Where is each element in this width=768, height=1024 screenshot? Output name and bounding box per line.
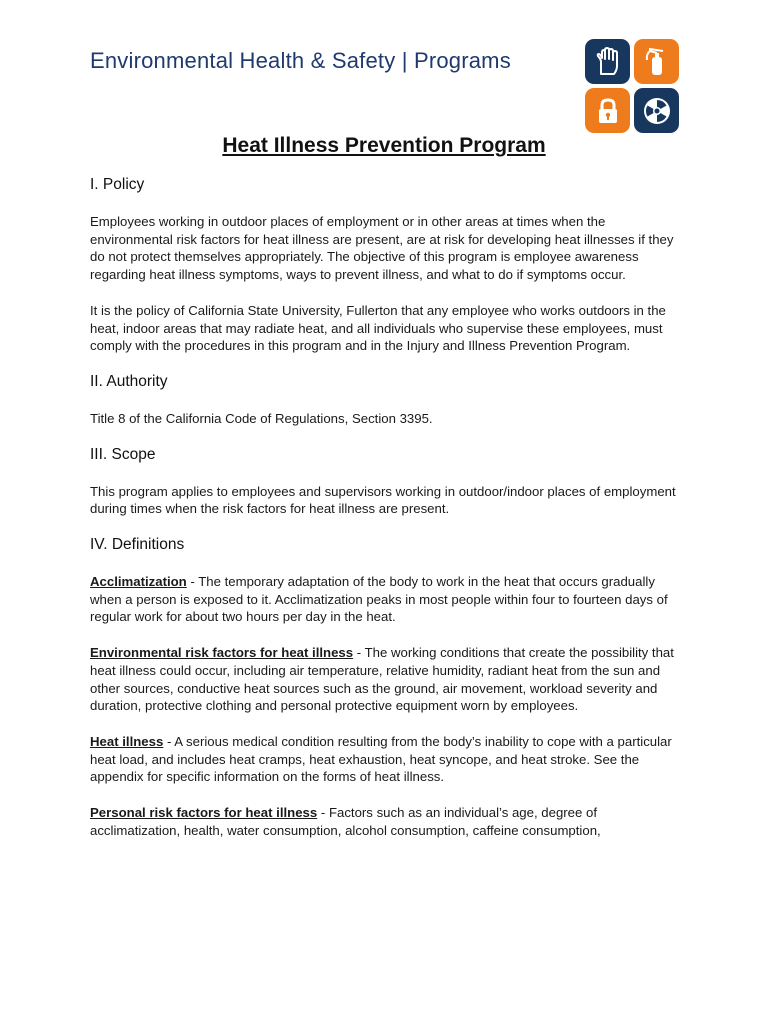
authority-paragraph: Title 8 of the California Code of Regulations, Section 3395. [90, 410, 433, 426]
section-heading-definitions: IV. Definitions [90, 536, 185, 554]
glove-icon [585, 39, 630, 84]
policy-paragraph-1: Employees working in outdoor places of employment or in other areas at times when the environmental risk factors for heat illness are present, are at risk for developing heat illnesses if they do not protect themselves appropriately. The objective of this program is employee awareness regarding heat illness symptoms, ways to prevent illness, and what to do if symptoms occur. [90, 214, 674, 283]
definition-text: - The working conditions that create the possibility that heat illness could occur, including air temperature, relative humidity, radiant heat from the sun and other sources, conductive heat sources such as the ground, air movement, workload severity and duration, protective clothing and personal protective equipment worn by employees. [90, 645, 674, 714]
fire-extinguisher-icon [634, 39, 679, 84]
document-body [90, 134, 678, 857]
definition-item [90, 644, 678, 715]
definition-text: - A serious medical condition resulting from the body’s inability to cope with a particular heat load, and includes heat cramps, heat exhaustion, heat syncope, and heat stroke. See the appendix for specific information on the forms of heat illness. [90, 733, 672, 785]
definition-term: Heat illness [90, 733, 164, 749]
section-heading-policy: I. Policy [90, 176, 145, 193]
definition-item [90, 573, 678, 626]
definition-term: Acclimatization [90, 574, 187, 590]
definition-term: Environmental risk factors for heat illness [90, 645, 354, 661]
definition-item [90, 733, 678, 786]
scope-paragraph: This program applies to employees and supervisors working in outdoor/indoor places of employment during times when the risk factors for heat illness are present. [90, 483, 676, 517]
section-heading-authority: II. Authority [90, 372, 168, 390]
definition-text: - Factors such as an individual’s age, degree of acclimatization, health, water consumption, alcohol consumption, caffeine consumption, [90, 805, 601, 838]
definition-term: Personal risk factors for heat illness [90, 805, 318, 821]
header-title: Environmental Health & Safety | Programs [90, 48, 511, 73]
definition-item [90, 804, 678, 839]
ehs-logo [585, 39, 680, 134]
section-heading-scope: III. Scope [90, 445, 156, 463]
policy-paragraph-2: It is the policy of California State University, Fullerton that any employee who works outdoors in the heat, indoor areas that may radiate heat, and all individuals who supervise these employees, must comply with the procedures in this program and in the Injury and Illness Prevention Program. [90, 302, 666, 354]
radiation-icon [634, 88, 679, 133]
definition-text: - The temporary adaptation of the body to work in the heat that occurs gradually when a person is exposed to it. Acclimatization peaks in most people within four to fourteen days of regular work for about two hours per day in the heat. [90, 574, 668, 625]
document-title: Heat Illness Prevention Program [222, 134, 546, 157]
lock-icon [585, 88, 630, 133]
